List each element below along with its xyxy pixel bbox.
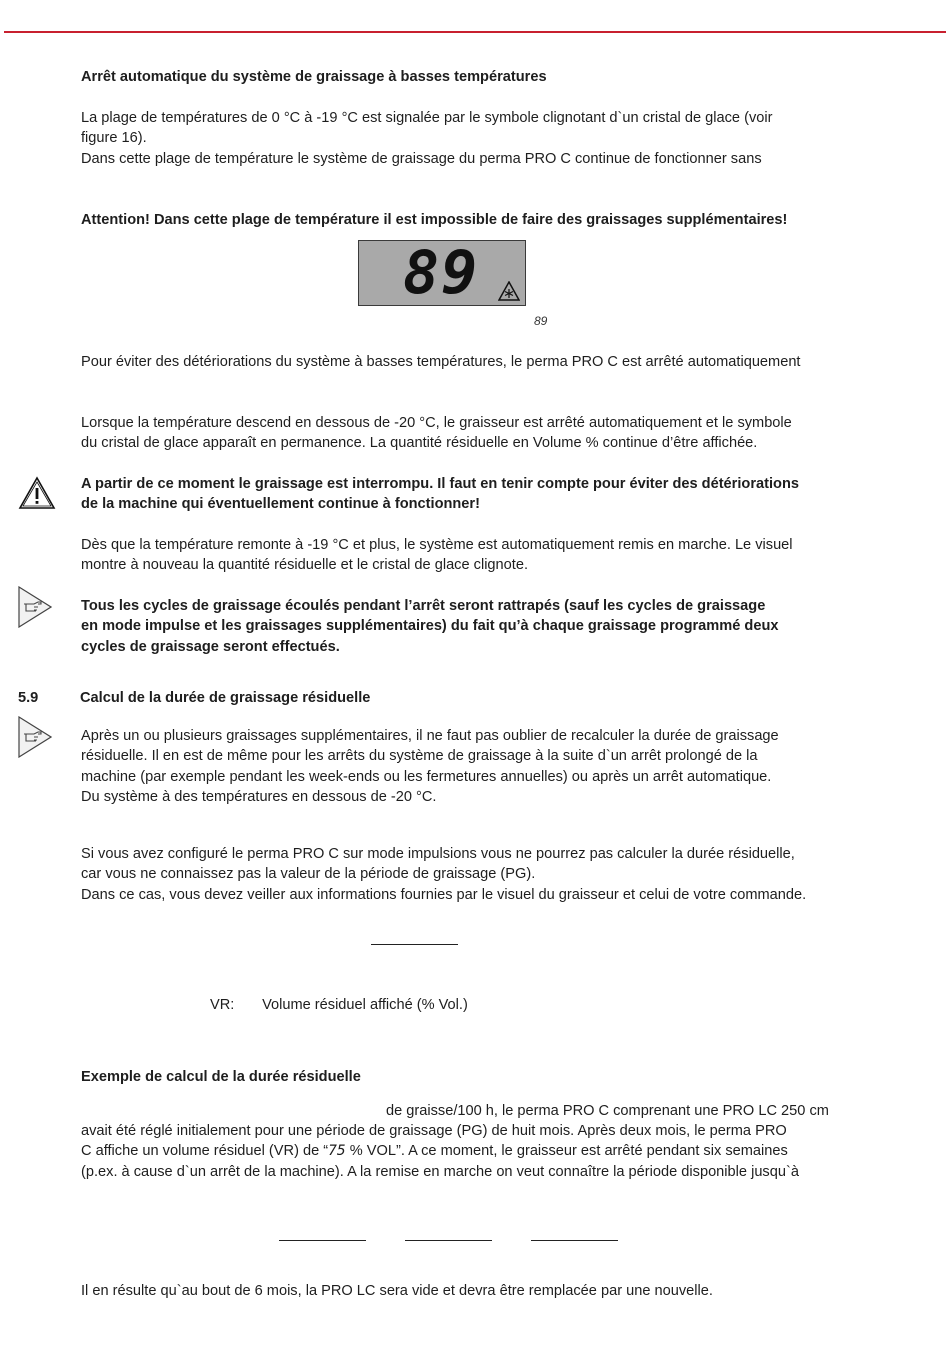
text-fragment: % VOL”. A ce moment, le graisseur est arrêté pendant six semaines: [345, 1143, 788, 1160]
pointing-hand-note-icon: [18, 716, 52, 758]
text-line: cycles de graissage seront effectués.: [81, 638, 340, 655]
text-line: du cristal de glace apparaît en permanence. La quantité résiduelle en Volume % continue d’être affichée.: [81, 435, 758, 452]
lcd-display-figure: [358, 240, 526, 306]
figure-caption: 89: [534, 314, 548, 328]
vr-abbreviation: VR:: [210, 997, 235, 1013]
catch-up-note: [81, 596, 931, 657]
section-number: 5.9: [18, 690, 39, 706]
text-line: A partir de ce moment le graissage est interrompu. Il faut en tenir compte pour éviter des détériorations: [81, 476, 799, 492]
warning-note: [81, 474, 931, 515]
text-line: Dès que la température remonte à -19 °C et plus, le système est automatiquement remis en marche. Le visuel: [81, 537, 793, 553]
text-line: Tous les cycles de graissage écoulés pendant l’arrêt seront rattrapés (sauf les cycles de graissage: [81, 598, 766, 614]
paragraph-impulse-mode: [81, 844, 931, 905]
paragraph-restart: [81, 535, 931, 576]
lcd-value: 75: [328, 1142, 346, 1160]
text-line: en mode impulse et les graissages supplémentaires) du fait qu’à chaque graissage programmé deux: [81, 618, 779, 635]
paragraph-below-minus20: [81, 413, 931, 454]
heading-low-temp: Arrêt automatique du système de graissage à basses températures: [81, 69, 547, 85]
text-line: Si vous avez configuré le perma PRO C sur mode impulsions vous ne pourrez pas calculer la durée résiduelle,: [81, 846, 795, 862]
formula-fraction-bar: [279, 1240, 366, 1241]
warning-triangle-icon: [18, 476, 56, 510]
example-heading: Exemple de calcul de la durée résiduelle: [81, 1069, 361, 1085]
lcd-digits: 89: [403, 238, 480, 308]
formula-fraction-bar: [531, 1240, 618, 1241]
text-line: figure 16).: [81, 130, 147, 147]
formula-fraction-bar: [371, 944, 458, 945]
text-line: (p.ex. à cause d`un arrêt de la machine). A la remise en marche on veut connaître la période disponible jusqu`à: [81, 1163, 799, 1180]
vr-definition: [210, 997, 468, 1013]
text-line: Du système à des températures en dessous de -20 °C.: [81, 788, 437, 805]
text-line: de la machine qui éventuellement continue à fonctionner!: [81, 496, 480, 513]
text-line: montre à nouveau la quantité résiduelle et le cristal de glace clignote.: [81, 557, 529, 574]
text-line: Dans cette plage de température le système de graissage du perma PRO C continue de fonctionner sans: [81, 150, 762, 167]
text-fragment: C affiche un volume résiduel (VR) de “: [81, 1143, 329, 1160]
paragraph-auto-stop: Pour éviter des détériorations du système à basses températures, le perma PRO C est arrêté automatiquement: [81, 354, 801, 370]
paragraph-low-temp-range: [81, 108, 931, 169]
recalculation-note: [81, 726, 931, 807]
text-line: machine (par exemple pendant les week-ends ou les fermetures annuelles) ou après un arrêt automatique.: [81, 768, 772, 785]
text-line: La plage de températures de 0 °C à -19 °C est signalée par le symbole clignotant d`un cristal de glace (voir: [81, 110, 773, 126]
formula-fraction-bar: [405, 1240, 492, 1241]
ice-crystal-icon: [498, 281, 520, 301]
attention-note: Attention! Dans cette plage de température il est impossible de faire des graissages supplémentaires!: [81, 212, 788, 228]
example-paragraph: [81, 1121, 931, 1182]
text-line: Après un ou plusieurs graissages supplémentaires, il ne faut pas oublier de recalculer la durée de graissage: [81, 728, 779, 744]
text-line: avait été réglé initialement pour une période de graissage (PG) de huit mois. Après deux mois, le perma PRO: [81, 1123, 787, 1139]
section-title: Calcul de la durée de graissage résiduelle: [80, 690, 371, 706]
vr-description: Volume résiduel affiché (% Vol.): [262, 997, 468, 1013]
text-line: [81, 1141, 931, 1161]
header-rule: [4, 31, 946, 33]
example-text-line: de graisse/100 h, le perma PRO C comprenant une PRO LC 250 cm: [386, 1103, 829, 1119]
pointing-hand-note-icon: [18, 586, 52, 628]
text-line: résiduelle. Il en est de même pour les arrêts du système de graissage à la suite d`un arrêt prolongé de la: [81, 748, 758, 765]
text-line: car vous ne connaissez pas la valeur de la période de graissage (PG).: [81, 866, 536, 883]
text-line: Lorsque la température descend en dessous de -20 °C, le graisseur est arrêté automatiquement et le symbole: [81, 415, 792, 431]
text-line: Dans ce cas, vous devez veiller aux informations fournies par le visuel du graisseur et celui de votre commande.: [81, 886, 807, 903]
conclusion-paragraph: Il en résulte qu`au bout de 6 mois, la PRO LC sera vide et devra être remplacée par une nouvelle.: [81, 1283, 713, 1299]
